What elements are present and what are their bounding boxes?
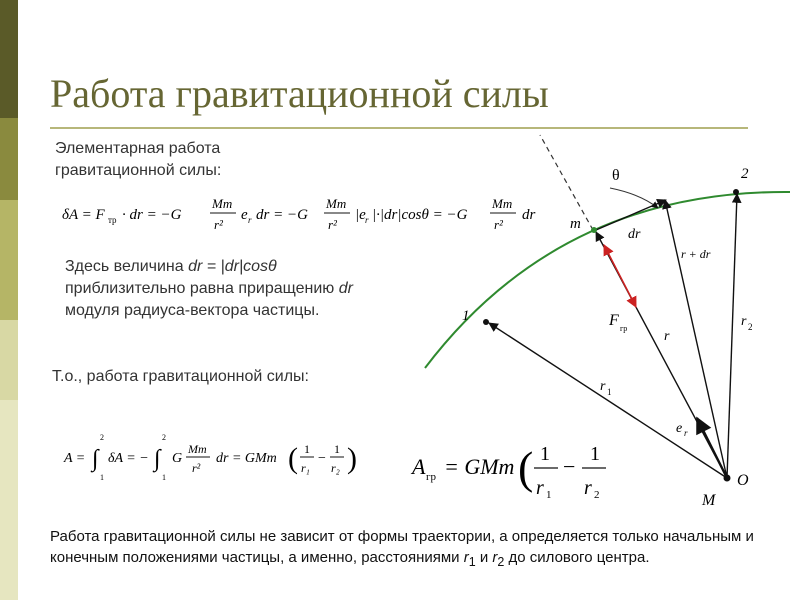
svg-text:1: 1 xyxy=(590,443,600,465)
svg-text:δA = F: δA = F xyxy=(62,207,105,223)
svg-text:(: ( xyxy=(518,442,534,493)
point-1-dot xyxy=(483,319,489,325)
label-r: r xyxy=(664,329,670,344)
svg-text:A =: A = xyxy=(64,451,86,466)
svg-text:1: 1 xyxy=(334,442,340,456)
svg-text:1: 1 xyxy=(100,473,104,482)
conclusion-and: и xyxy=(475,549,493,566)
svg-text:Mm: Mm xyxy=(326,196,347,211)
label-point-1: 1 xyxy=(462,308,470,324)
label-point-O: O xyxy=(737,472,749,489)
note-middle: приблизительно равна приращению xyxy=(65,280,339,297)
svg-text:r: r xyxy=(365,215,369,225)
svg-text:r²: r² xyxy=(328,217,337,232)
hence-text: Т.о., работа гравитационной силы: xyxy=(52,368,309,385)
svg-text:r: r xyxy=(536,477,544,499)
vector-r1 xyxy=(489,323,727,478)
svg-text:−: − xyxy=(318,451,326,466)
label-theta: θ xyxy=(612,167,620,184)
svg-text:гр: гр xyxy=(426,471,437,483)
label-r-plus-dr: r + dr xyxy=(681,247,711,261)
svg-text:e: e xyxy=(241,207,248,223)
conclusion-part-b: до силового центра. xyxy=(504,549,650,566)
svg-text:1: 1 xyxy=(540,443,550,465)
svg-text:= GMm: = GMm xyxy=(444,454,515,479)
vector-r2 xyxy=(727,194,737,478)
intro-text: Элементарная работа гравитационной силы: xyxy=(55,140,222,179)
svg-text:r₁: r₁ xyxy=(301,461,310,475)
svg-text:Mm: Mm xyxy=(188,442,207,456)
label-r2-sub: 2 xyxy=(748,322,753,332)
vector-force xyxy=(604,245,636,307)
label-point-2: 2 xyxy=(741,166,749,182)
svg-text:r²: r² xyxy=(494,217,503,232)
conclusion-text xyxy=(50,526,790,573)
label-force-sub: гр xyxy=(620,324,628,333)
conclusion-part-a: Работа гравитационной силы не зависит от формы траектории, а определяется только начальным и конечным положениями частицы, а именно, расстояниями xyxy=(50,528,754,566)
label-point-M: M xyxy=(702,492,716,509)
svg-text:A: A xyxy=(412,454,426,479)
theta-arc xyxy=(610,188,658,208)
svg-text:r²: r² xyxy=(192,461,201,475)
svg-text:· dr = −G: · dr = −G xyxy=(122,207,182,223)
svg-text:G: G xyxy=(172,451,183,466)
label-force: F xyxy=(609,312,619,329)
svg-text:r²: r² xyxy=(214,217,223,232)
label-er: e xyxy=(676,421,683,436)
conclusion-r2-sub: 2 xyxy=(497,555,505,569)
label-r1-sub: 1 xyxy=(607,387,612,397)
vector-r-plus-dr xyxy=(665,200,727,478)
note-equation: dr = |dr|cosθ xyxy=(188,258,277,275)
point-O-dot xyxy=(724,475,731,482)
svg-text:|e: |e xyxy=(355,207,366,223)
label-r2: r xyxy=(741,314,747,329)
svg-text:2: 2 xyxy=(594,489,600,501)
conclusion-r2: r xyxy=(492,549,498,566)
label-dr: dr xyxy=(628,227,641,242)
label-er-sub: r xyxy=(684,428,688,438)
svg-text:dr = −G: dr = −G xyxy=(256,207,308,223)
svg-text:2: 2 xyxy=(162,433,166,442)
slide-title: Работа гравитационной силы xyxy=(50,71,549,116)
label-point-m: m xyxy=(570,216,581,232)
svg-text:r₂: r₂ xyxy=(331,461,340,475)
svg-text:1: 1 xyxy=(546,489,552,501)
svg-text:δA = −: δA = − xyxy=(108,451,149,466)
svg-text:1: 1 xyxy=(304,442,310,456)
conclusion-r1: r xyxy=(463,549,469,566)
svg-text:r: r xyxy=(248,215,252,225)
trajectory-curve xyxy=(425,192,790,368)
label-r1: r xyxy=(600,379,606,394)
svg-text:1: 1 xyxy=(162,473,166,482)
svg-text:|·|dr|cosθ = −G: |·|dr|cosθ = −G xyxy=(372,207,468,223)
svg-text:−: − xyxy=(563,454,576,479)
svg-text:dr: dr xyxy=(522,207,536,223)
note-prefix: Здесь величина xyxy=(65,258,189,275)
svg-text:(: ( xyxy=(288,442,298,475)
svg-text:): ) xyxy=(347,442,357,475)
point-2-dot xyxy=(733,189,739,195)
svg-text:∫: ∫ xyxy=(154,446,161,472)
point-m-dot xyxy=(591,227,597,233)
svg-text:Mm: Mm xyxy=(212,196,233,211)
svg-text:Mm: Mm xyxy=(492,196,513,211)
note-suffix: модуля радиуса-вектора частицы. xyxy=(65,302,320,319)
svg-text:∫: ∫ xyxy=(92,446,99,472)
conclusion-r1-sub: 1 xyxy=(468,555,476,569)
note-dr: dr xyxy=(338,280,353,297)
radial-extension-line xyxy=(540,135,593,230)
svg-text:тр: тр xyxy=(108,215,117,225)
svg-text:r: r xyxy=(584,477,592,499)
svg-text:dr = GMm: dr = GMm xyxy=(216,451,277,466)
svg-text:2: 2 xyxy=(100,433,104,442)
vector-dr xyxy=(596,200,666,230)
